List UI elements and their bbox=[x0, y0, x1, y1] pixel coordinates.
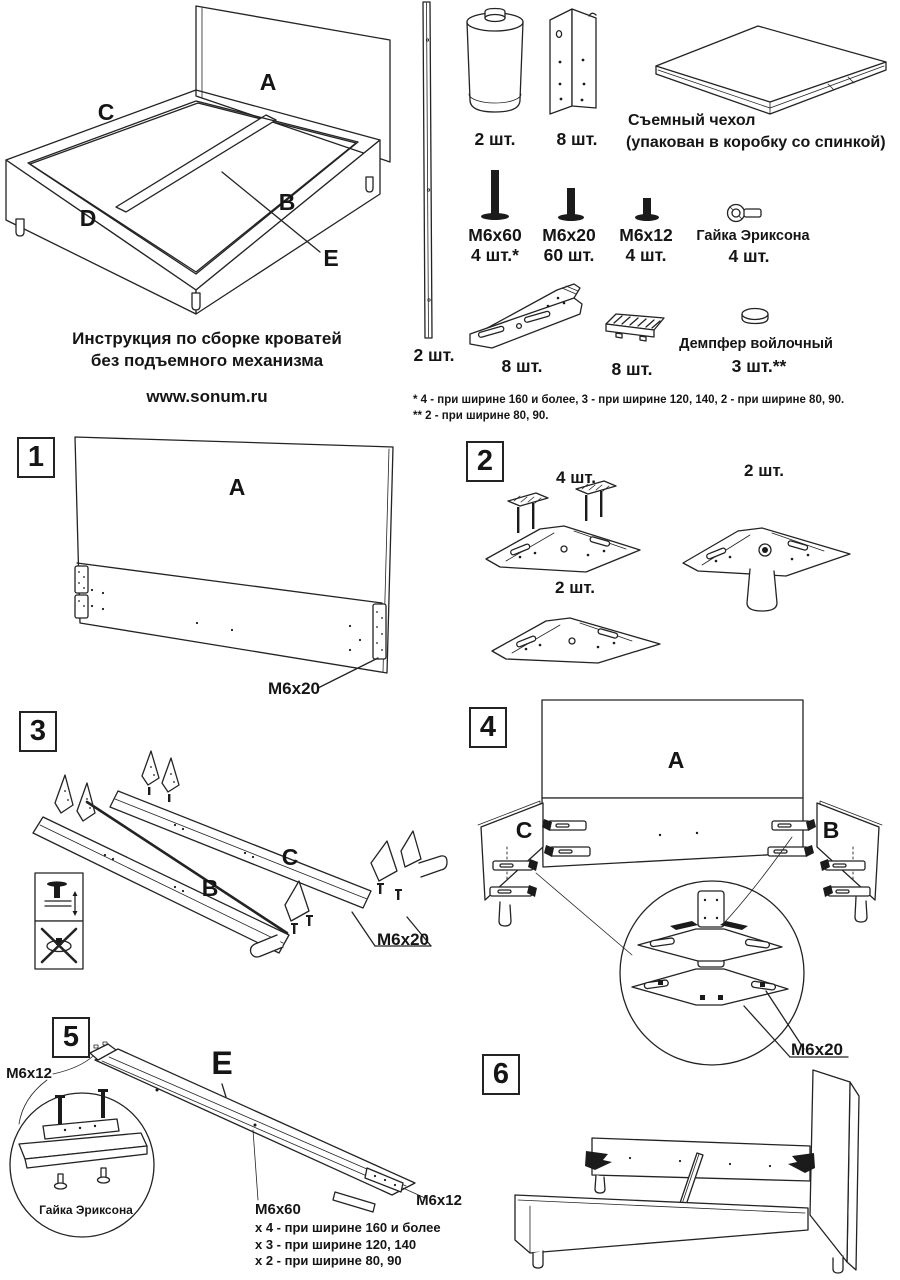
overview-label-e: E bbox=[323, 245, 339, 271]
flat-bracket-part bbox=[462, 276, 587, 348]
step-5-label-e: E bbox=[211, 1045, 233, 1081]
step-4-number: 4 bbox=[469, 707, 507, 748]
step-3-label-c: C bbox=[281, 844, 299, 870]
m6x20-qty: 60 шт. bbox=[543, 245, 595, 265]
step-5-note-2: x 3 - при ширине 120, 140 bbox=[255, 1237, 417, 1252]
corner-angle-part bbox=[546, 4, 604, 116]
step-4-label-a: A bbox=[667, 747, 685, 773]
footnote-2: ** 2 - при ширине 80, 90. bbox=[413, 410, 549, 422]
leg-qty: 2 шт. bbox=[474, 129, 516, 149]
step-5-nut-label: Гайка Эриксона bbox=[39, 1203, 133, 1217]
corner-qty: 8 шт. bbox=[556, 129, 598, 149]
step-2-qty-mid: 2 шт. bbox=[555, 578, 595, 597]
step-5-note-1: x 4 - при ширине 160 и более bbox=[255, 1220, 441, 1235]
overview-label-b: B bbox=[278, 189, 296, 215]
cover-subtitle: (упакован в коробку со спинкой) bbox=[626, 134, 886, 151]
step-5-screw-center-label: M6x60 bbox=[255, 1201, 301, 1218]
step-5-number: 5 bbox=[52, 1017, 90, 1058]
step-6-drawing bbox=[500, 1065, 900, 1280]
damper-part bbox=[740, 306, 770, 328]
step-3-label-b: B bbox=[201, 875, 219, 901]
strip-qty: 2 шт. bbox=[413, 345, 455, 365]
slat-holder-qty: 8 шт. bbox=[611, 359, 653, 379]
slat-holder-part bbox=[602, 310, 668, 344]
step-2-qty-top: 4 шт. bbox=[556, 468, 596, 487]
step-1-label-a: A bbox=[228, 474, 246, 500]
overview-label-a: A bbox=[259, 69, 277, 95]
m6x60-name: M6x60 bbox=[468, 225, 522, 245]
damper-name: Демпфер войлочный bbox=[679, 336, 833, 352]
screw-m6x20-icon bbox=[556, 188, 586, 224]
step-2-drawing bbox=[480, 455, 890, 670]
m6x12-qty: 4 шт. bbox=[625, 245, 667, 265]
m6x20-name: M6x20 bbox=[542, 225, 596, 245]
m6x12-name: M6x12 bbox=[619, 225, 673, 245]
overview-label-c: C bbox=[97, 99, 115, 125]
nut-name: Гайка Эриксона bbox=[696, 228, 810, 244]
step-4-label-c: C bbox=[515, 817, 533, 843]
step-5-screw-right-label: M6x12 bbox=[416, 1192, 462, 1209]
step-2-qty-right: 2 шт. bbox=[744, 461, 784, 480]
nut-qty: 4 шт. bbox=[728, 246, 770, 266]
metal-strip-part bbox=[415, 0, 441, 342]
flat-bracket-qty: 8 шт. bbox=[501, 356, 543, 376]
screw-m6x12-icon bbox=[632, 198, 662, 224]
m6x60-qty: 4 шт.* bbox=[471, 245, 519, 265]
overview-bed-drawing bbox=[0, 0, 430, 318]
overview-label-d: D bbox=[79, 205, 97, 231]
step-6-number: 6 bbox=[482, 1054, 520, 1095]
leg-part bbox=[462, 4, 528, 120]
screw-m6x60-icon bbox=[480, 170, 510, 222]
website-url: www.sonum.ru bbox=[146, 387, 268, 406]
step-1-drawing bbox=[60, 430, 400, 705]
cover-title: Съемный чехол bbox=[628, 112, 756, 129]
step-3-number: 3 bbox=[19, 711, 57, 752]
step-4-label-b: B bbox=[822, 817, 840, 843]
cover-part bbox=[638, 14, 894, 116]
footnote-1: * 4 - при ширине 160 и более, 3 - при ширине 120, 140, 2 - при ширине 80, 90. bbox=[413, 394, 845, 406]
damper-qty: 3 шт.** bbox=[731, 356, 787, 376]
step-5-note-3: x 2 - при ширине 80, 90 bbox=[255, 1253, 402, 1268]
step-3-screw-label: M6x20 bbox=[377, 930, 429, 949]
step-2-number: 2 bbox=[466, 441, 504, 482]
step-1-number: 1 bbox=[17, 437, 55, 478]
step-4-screw-label: M6x20 bbox=[791, 1040, 843, 1059]
doc-title-line1: Инструкция по сборке кроватей bbox=[72, 329, 342, 348]
step-1-screw-label: M6x20 bbox=[268, 679, 320, 698]
erikson-nut-icon bbox=[726, 202, 770, 224]
doc-title-line2: без подъемного механизма bbox=[90, 351, 324, 370]
step-5-screw-left-label: M6x12 bbox=[6, 1065, 52, 1082]
